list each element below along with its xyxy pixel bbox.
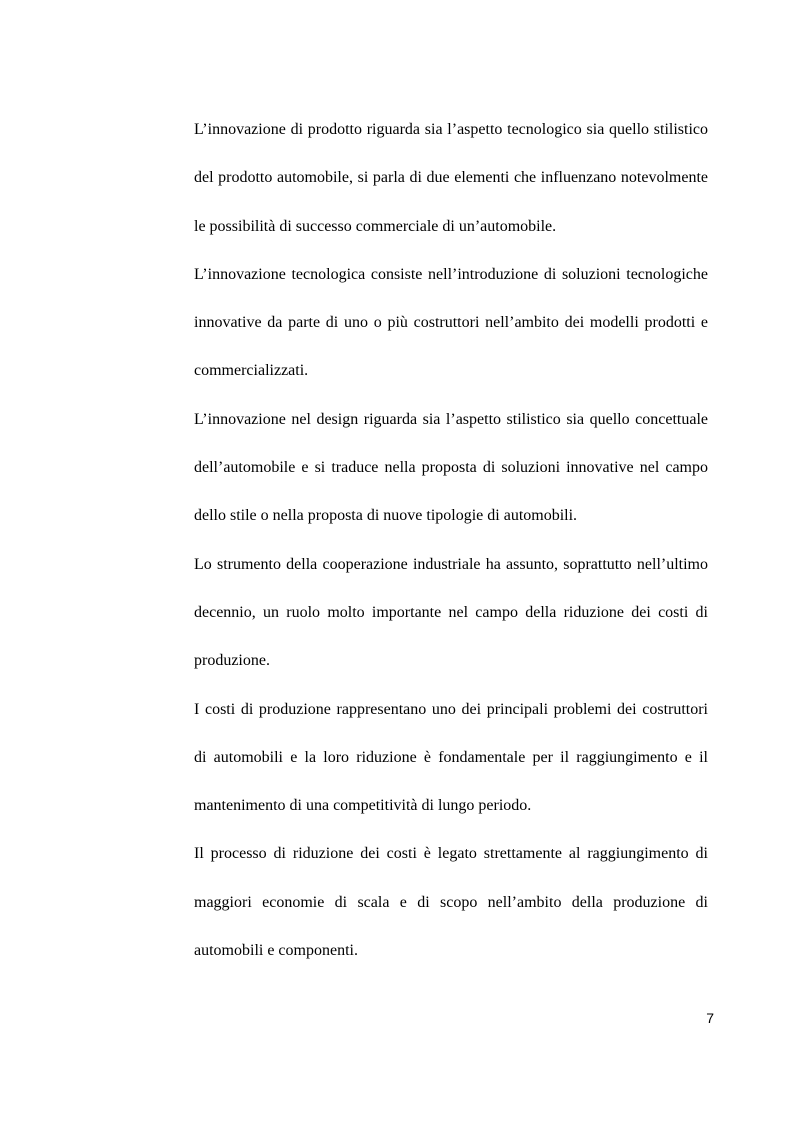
paragraph-technological-innovation: L’innovazione tecnologica consiste nell’introduzione di soluzioni tecnologiche innovative da parte di uno o più costruttori nell’ambito dei modelli prodotti e commercializzati. xyxy=(194,265,708,380)
paragraph-production-costs: I costi di produzione rappresentano uno dei principali problemi dei costruttori di automobili e la loro riduzione è fondamentale per il raggiungimento e il mantenimento di una competitività di lungo periodo. xyxy=(194,700,708,815)
body-text xyxy=(194,106,708,975)
paragraph-design-innovation: L’innovazione nel design riguarda sia l’aspetto stilistico sia quello concettuale dell’automobile e si traduce nella proposta di soluzioni innovative nel campo dello stile o nella proposta di nuove tipologie di automobili. xyxy=(194,410,708,525)
paragraph-product-innovation: L’innovazione di prodotto riguarda sia l’aspetto tecnologico sia quello stilistico del prodotto automobile, si parla di due elementi che influenzano notevolmente le possibilità di successo commerciale di un’automobile. xyxy=(194,121,708,235)
paragraph-industrial-cooperation: Lo strumento della cooperazione industriale ha assunto, soprattutto nell’ultimo decennio, un ruolo molto importante nel campo della riduzione dei costi di produzione. xyxy=(194,555,708,670)
page-number: 7 xyxy=(706,1010,714,1026)
paragraph-cost-reduction-process: Il processo di riduzione dei costi è legato strettamente al raggiungimento di maggiori economie di scala e di scopo nell’ambito della produzione di automobili e componenti. xyxy=(194,845,708,960)
